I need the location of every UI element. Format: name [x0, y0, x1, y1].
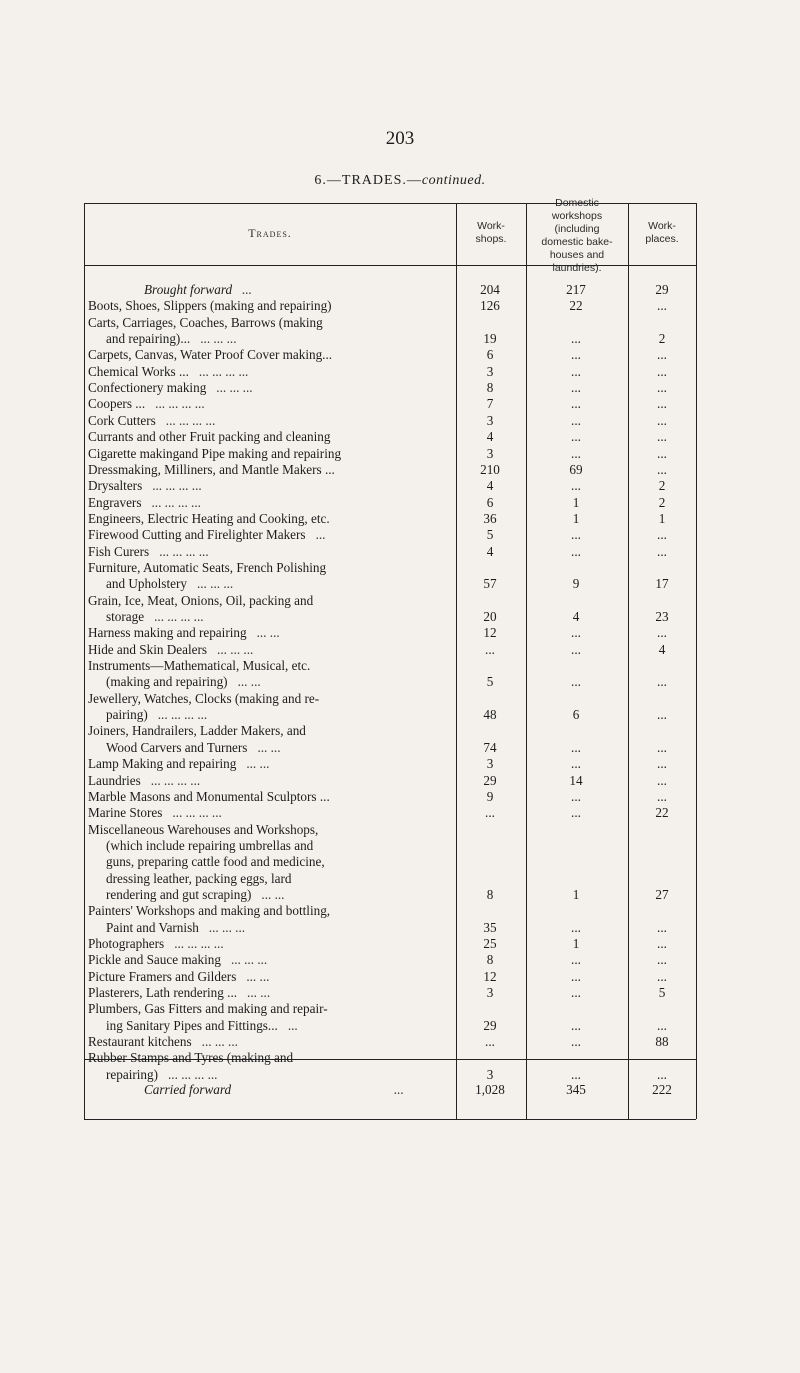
- trade-label: Engravers ... ... ... ...: [88, 494, 201, 510]
- dot-leader: ... ...: [257, 739, 281, 755]
- workshops-value: 25: [483, 936, 497, 951]
- table-row: [84, 575, 696, 593]
- workplaces-value: 27: [655, 886, 669, 902]
- workplaces-value: ...: [657, 363, 667, 379]
- workshops-value: 36: [483, 510, 497, 526]
- workplaces-value: ...: [657, 347, 667, 363]
- table-row: [84, 412, 696, 430]
- workplaces-value: ...: [657, 429, 667, 445]
- workplaces-value: 1: [658, 510, 666, 526]
- table-row: [84, 297, 696, 315]
- table-row: [84, 543, 696, 561]
- domestic-value: ...: [571, 788, 581, 804]
- domestic-value: 1: [572, 886, 580, 902]
- table-row: [84, 837, 696, 855]
- carried-forward-row: [84, 1081, 696, 1099]
- workplaces-value: 5: [658, 985, 666, 1001]
- domestic-value: ...: [571, 968, 581, 984]
- domestic-value: 4: [572, 609, 580, 624]
- table-row: [84, 330, 696, 348]
- domestic-value: ...: [571, 429, 581, 445]
- table-title: [0, 173, 800, 189]
- trade-label: Currants and other Fruit packing and cleaning: [88, 429, 331, 445]
- workshops-value: 20: [483, 609, 497, 624]
- table-bottom-rule: [84, 1119, 696, 1120]
- table-row: [84, 314, 696, 332]
- trade-label: Marble Masons and Monumental Sculptors ...: [88, 788, 330, 804]
- domestic-value: 1: [572, 510, 580, 526]
- table-row: [84, 1033, 696, 1051]
- domestic-value: 1: [572, 936, 580, 951]
- trade-label: Harness making and repairing ... ...: [88, 625, 280, 641]
- workshops-value: 29: [483, 772, 497, 788]
- domestic-value: ...: [571, 919, 581, 935]
- workshops-value: 7: [486, 396, 494, 412]
- table-row: [84, 902, 696, 920]
- workshops-value: 12: [483, 625, 497, 641]
- workplaces-value: ...: [657, 461, 667, 477]
- workshops-value: 3: [486, 985, 494, 1001]
- dot-leader: ... ...: [246, 968, 270, 984]
- trade-label: Cigarette makingand Pipe making and repairing: [88, 445, 342, 461]
- workshops-value: 3: [486, 756, 494, 772]
- workplaces-value: 4: [658, 641, 666, 657]
- trade-label: Lamp Making and repairing ... ...: [88, 756, 270, 772]
- table-row: [84, 641, 696, 659]
- dot-leader: ... ... ...: [201, 1034, 238, 1050]
- trade-label: guns, preparing cattle food and medicine,: [106, 854, 325, 870]
- domestic-value: 22: [569, 298, 583, 314]
- trade-label: pairing) ... ... ... ...: [106, 707, 208, 723]
- domestic-value: 217: [566, 282, 586, 297]
- domestic-value: ...: [571, 739, 581, 755]
- dot-leader: ... ... ...: [230, 952, 268, 968]
- header-workshops: Work- shops.: [475, 220, 507, 245]
- domestic-value: ...: [571, 1066, 581, 1082]
- dot-leader: ... ... ...: [217, 641, 254, 657]
- trade-label: Hide and Skin Dealers ... ... ...: [88, 641, 254, 657]
- domestic-value: ...: [571, 952, 581, 968]
- workplaces-value: ...: [657, 527, 667, 543]
- workshops-value: 4: [486, 478, 494, 494]
- workplaces-value: ...: [657, 445, 667, 461]
- trade-label: Miscellaneous Warehouses and Workshops,: [88, 821, 319, 837]
- trade-label: Coopers ... ... ... ... ...: [88, 396, 205, 412]
- dot-leader: ... ... ... ...: [157, 707, 208, 723]
- domestic-value: ...: [571, 625, 581, 641]
- domestic-value: ...: [571, 641, 581, 657]
- workshops-value: 204: [480, 282, 500, 297]
- trade-label: rendering and gut scraping) ... ...: [106, 886, 285, 902]
- domestic-value: ...: [571, 445, 581, 461]
- workshops-value: 5: [486, 674, 494, 690]
- domestic-value: ...: [571, 985, 581, 1001]
- table-row: [84, 886, 696, 904]
- trade-label: Restaurant kitchens ... ... ...: [88, 1034, 238, 1050]
- dot-leader: ... ... ... ...: [154, 609, 204, 624]
- workplaces-value: ...: [657, 396, 667, 412]
- trades-table: [84, 197, 696, 1119]
- carried-forward-workplaces: 222: [652, 1082, 672, 1097]
- workshops-value: 35: [483, 919, 497, 935]
- workplaces-value: ...: [657, 968, 667, 984]
- dot-leader: ... ... ...: [200, 331, 237, 347]
- workplaces-value: ...: [657, 739, 667, 755]
- workshops-value: 8: [486, 886, 494, 902]
- dot-leader: ... ... ... ...: [155, 396, 205, 412]
- workshops-value: 9: [486, 788, 494, 804]
- table-row: [84, 1017, 696, 1035]
- workplaces-value: ...: [657, 543, 667, 559]
- trade-label: Photographers ... ... ... ...: [88, 936, 224, 951]
- table-row: [84, 657, 696, 675]
- trade-label: Cork Cutters ... ... ... ...: [88, 412, 216, 428]
- table-row: [84, 363, 696, 381]
- table-title-suffix: continued.: [421, 173, 486, 188]
- table-row: [84, 821, 696, 839]
- table-row: [84, 624, 696, 642]
- workplaces-value: ...: [657, 788, 667, 804]
- table-row: [84, 870, 696, 888]
- workshops-value: 4: [486, 543, 494, 559]
- workshops-value: 12: [483, 968, 497, 984]
- table-row: [84, 935, 696, 953]
- workplaces-value: 2: [658, 494, 666, 510]
- table-row: [84, 510, 696, 528]
- trade-label: Drysalters ... ... ... ...: [88, 478, 202, 494]
- dot-leader: ... ... ... ...: [165, 412, 216, 428]
- table-row: [84, 788, 696, 806]
- page-number: 203: [385, 128, 415, 149]
- trade-label: Pickle and Sauce making ... ... ...: [88, 952, 268, 968]
- trade-label: Boots, Shoes, Slippers (making and repairing): [88, 298, 332, 314]
- trade-label: Instruments—Mathematical, Musical, etc.: [88, 658, 311, 674]
- workplaces-value: 23: [655, 609, 669, 624]
- trade-label: Dressmaking, Milliners, and Mantle Makers ...: [88, 461, 335, 477]
- trade-label: Chemical Works ... ... ... ... ...: [88, 363, 249, 379]
- table-row: [84, 853, 696, 871]
- domestic-value: ...: [571, 1034, 581, 1050]
- domestic-value: ...: [571, 478, 581, 494]
- workplaces-value: ...: [657, 952, 667, 968]
- workplaces-value: ...: [657, 707, 667, 723]
- trade-label: Firewood Cutting and Firelighter Makers ...: [88, 527, 326, 543]
- table-row: [84, 494, 696, 512]
- dot-leader: ... ... ... ...: [168, 1066, 218, 1082]
- trade-label: Plumbers, Gas Fitters and making and repair-: [88, 1001, 328, 1017]
- table-row: [84, 379, 696, 397]
- dot-leader: ... ... ... ...: [172, 805, 222, 821]
- trade-label: and repairing)... ... ... ...: [106, 331, 237, 347]
- domestic-value: ...: [571, 543, 581, 559]
- table-row: [84, 281, 696, 299]
- table-row: [84, 673, 696, 691]
- workplaces-value: ...: [657, 1017, 667, 1033]
- trade-label: Painters' Workshops and making and bottling,: [88, 903, 331, 919]
- trade-label: Picture Framers and Gilders ... ...: [88, 968, 270, 984]
- trade-label: Confectionery making ... ... ...: [88, 380, 253, 396]
- trade-label: Plasterers, Lath rendering ... ... ...: [88, 985, 271, 1001]
- domestic-value: ...: [571, 380, 581, 396]
- workshops-value: 4: [486, 429, 494, 445]
- trade-label: Fish Curers ... ... ... ...: [88, 543, 209, 559]
- table-row: [84, 346, 696, 364]
- workshops-value: 3: [486, 363, 494, 379]
- trade-label: Joiners, Handrailers, Ladder Makers, and: [88, 723, 306, 739]
- trade-label: Grain, Ice, Meat, Onions, Oil, packing and: [88, 592, 314, 608]
- table-row: [84, 395, 696, 413]
- table-row: [84, 477, 696, 495]
- trade-label: ing Sanitary Pipes and Fittings... ...: [106, 1017, 298, 1033]
- workplaces-value: ...: [657, 625, 667, 641]
- workshops-value: 74: [483, 739, 497, 755]
- table-row: [84, 772, 696, 790]
- table-row: [84, 461, 696, 479]
- trade-label: storage ... ... ... ...: [106, 609, 204, 624]
- dot-leader: ... ...: [237, 674, 261, 690]
- trade-label: Jewellery, Watches, Clocks (making and re-: [88, 690, 320, 706]
- workshops-value: 210: [480, 461, 500, 477]
- domestic-value: 9: [572, 576, 580, 592]
- workshops-value: 48: [483, 707, 497, 723]
- table-row: [84, 919, 696, 937]
- carried-forward-domestic: 345: [566, 1082, 586, 1097]
- dot-leader: ... ...: [246, 756, 270, 772]
- header-trades: Trades.: [248, 226, 292, 240]
- workplaces-value: ...: [657, 919, 667, 935]
- workplaces-value: ...: [657, 380, 667, 396]
- workshops-value: 8: [486, 380, 494, 396]
- domestic-value: ...: [571, 347, 581, 363]
- header-domestic-workshops: Domestic workshops (including domestic bake- houses and laundries).: [541, 197, 613, 274]
- table-row: [84, 445, 696, 463]
- workplaces-value: ...: [657, 412, 667, 428]
- workplaces-value: ...: [657, 298, 667, 314]
- workshops-value: 19: [483, 331, 497, 347]
- dot-leader: ...: [287, 1017, 298, 1033]
- table-row: [84, 755, 696, 773]
- workshops-value: ...: [485, 641, 495, 657]
- domestic-value: 14: [569, 772, 583, 788]
- trade-label: Carpets, Canvas, Water Proof Cover making...: [88, 347, 333, 363]
- workplaces-value: 2: [658, 331, 666, 347]
- table-title-prefix: 6.—TRADES.—: [314, 173, 422, 188]
- table-row: [84, 984, 696, 1002]
- table-row: [84, 1000, 696, 1018]
- dot-leader: ... ... ... ...: [159, 543, 209, 559]
- table-row: [84, 722, 696, 740]
- table-row: [84, 559, 696, 577]
- trade-label: Brought forward ...: [144, 282, 252, 297]
- trade-label: (making and repairing) ... ...: [106, 674, 261, 690]
- trade-label: dressing leather, packing eggs, lard: [106, 870, 292, 886]
- workshops-value: 3: [486, 412, 494, 428]
- dot-leader: ... ... ... ...: [152, 478, 202, 494]
- table-row: [84, 690, 696, 708]
- workshops-value: 3: [486, 445, 494, 461]
- workshops-value: 5: [486, 527, 494, 543]
- table-row: [84, 608, 696, 626]
- domestic-value: ...: [571, 805, 581, 821]
- domestic-value: ...: [571, 1017, 581, 1033]
- workshops-value: 29: [483, 1017, 497, 1033]
- table-row: [84, 804, 696, 822]
- workplaces-value: 88: [655, 1034, 669, 1050]
- dot-leader: ... ... ... ...: [151, 494, 201, 510]
- header-workplaces: Work- places.: [645, 220, 679, 245]
- table-row: [84, 592, 696, 610]
- trade-label: Furniture, Automatic Seats, French Polishing: [88, 559, 327, 575]
- workplaces-value: 22: [655, 805, 669, 821]
- right-border: [696, 203, 697, 1119]
- domestic-value: ...: [571, 331, 581, 347]
- domestic-value: ...: [571, 363, 581, 379]
- trade-label: (which include repairing umbrellas and: [106, 837, 314, 853]
- trade-label: Wood Carvers and Turners ... ...: [106, 739, 281, 755]
- dot-leader: ... ... ... ...: [174, 936, 224, 951]
- workshops-value: 57: [483, 576, 497, 592]
- domestic-value: ...: [571, 412, 581, 428]
- dot-leader: ... ... ... ...: [150, 772, 201, 788]
- workplaces-value: ...: [657, 936, 667, 951]
- table-row: [84, 428, 696, 446]
- table-row: [84, 739, 696, 757]
- trade-label: Laundries ... ... ... ...: [88, 772, 201, 788]
- trade-label: Carts, Carriages, Coaches, Barrows (making: [88, 314, 323, 330]
- workplaces-value: ...: [657, 674, 667, 690]
- trade-label: Marine Stores ... ... ... ...: [88, 805, 222, 821]
- domestic-value: 6: [572, 707, 580, 723]
- workshops-value: 3: [486, 1066, 494, 1082]
- table-row: [84, 526, 696, 544]
- domestic-value: ...: [571, 396, 581, 412]
- dot-leader: ... ... ...: [208, 919, 246, 935]
- domestic-value: 1: [572, 494, 580, 510]
- workplaces-value: ...: [657, 1066, 667, 1082]
- workshops-value: ...: [485, 1034, 495, 1050]
- dot-leader: ... ... ...: [196, 576, 234, 592]
- workplaces-value: ...: [657, 772, 667, 788]
- table-row: [84, 1049, 696, 1067]
- dot-leader: ...: [242, 282, 252, 297]
- dot-leader: ... ...: [261, 886, 285, 902]
- dot-leader: ... ... ... ...: [198, 363, 249, 379]
- trade-label: Engineers, Electric Heating and Cooking, etc.: [88, 510, 330, 526]
- workplaces-value: 29: [655, 282, 669, 297]
- dot-leader: ... ... ...: [216, 380, 253, 396]
- workplaces-value: 2: [658, 478, 666, 494]
- table-row: [84, 951, 696, 969]
- trade-label: and Upholstery ... ... ...: [106, 576, 234, 592]
- domestic-value: ...: [571, 674, 581, 690]
- domestic-value: ...: [571, 527, 581, 543]
- dot-leader: ... ...: [256, 625, 280, 641]
- workshops-value: 126: [480, 298, 500, 314]
- carried-forward-workshops: 1,028: [475, 1082, 505, 1097]
- trade-label: Paint and Varnish ... ... ...: [106, 919, 246, 935]
- domestic-value: 69: [569, 461, 583, 477]
- workplaces-value: ...: [657, 756, 667, 772]
- workshops-value: 6: [486, 347, 494, 363]
- workplaces-value: 17: [655, 576, 669, 592]
- workshops-value: 6: [486, 494, 494, 510]
- workshops-value: ...: [485, 805, 495, 821]
- dot-leader: ... ...: [247, 985, 271, 1001]
- dot-leader: ...: [315, 527, 326, 543]
- trade-label: repairing) ... ... ... ...: [106, 1066, 218, 1082]
- carried-forward-label: Carried forward ...: [144, 1082, 404, 1097]
- domestic-value: ...: [571, 756, 581, 772]
- workshops-value: 8: [486, 952, 494, 968]
- table-row: [84, 968, 696, 986]
- trade-label: Rubber Stamps and Tyres (making and: [88, 1050, 294, 1066]
- table-row: [84, 706, 696, 724]
